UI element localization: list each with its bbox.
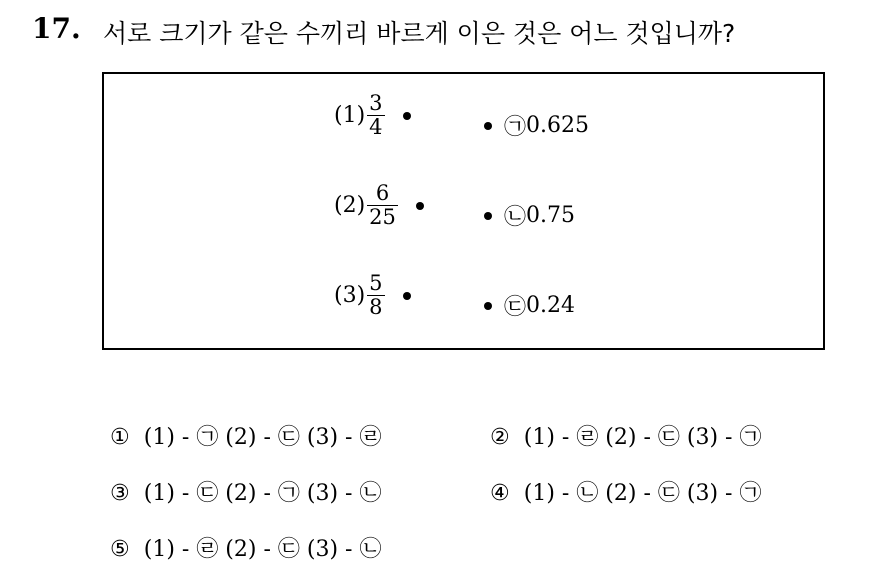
left-item-1 xyxy=(334,92,411,139)
matching-box xyxy=(102,72,825,350)
connector-dot[interactable] xyxy=(403,292,411,300)
right-item-2 xyxy=(484,200,575,231)
choice-mark: ④ xyxy=(490,481,510,506)
left-item-2 xyxy=(334,182,424,229)
choice-text: (1) - ㉢ (2) - ㉠ (3) - ㉡ xyxy=(143,481,382,506)
choice-2[interactable] xyxy=(490,420,761,451)
choice-text: (1) - ㉣ (2) - ㉢ (3) - ㉠ xyxy=(523,425,762,450)
circled-letter: ㉠ xyxy=(504,115,527,140)
numerator: 3 xyxy=(369,91,383,115)
circled-letter: ㉢ xyxy=(504,295,527,320)
denominator: 8 xyxy=(369,295,383,320)
fraction xyxy=(367,272,384,319)
circled-letter: ㉡ xyxy=(504,205,527,230)
decimal-value: 0.75 xyxy=(526,203,575,228)
choice-mark: ① xyxy=(110,425,130,450)
fraction xyxy=(367,182,398,229)
decimal-value: 0.625 xyxy=(526,113,589,138)
decimal-value: 0.24 xyxy=(526,293,575,318)
choice-mark: ⑤ xyxy=(110,537,130,562)
question-number: 17. xyxy=(32,12,81,45)
choice-4[interactable] xyxy=(490,476,761,507)
numerator: 6 xyxy=(375,181,390,205)
left-item-label: (1) xyxy=(334,103,366,129)
connector-dot[interactable] xyxy=(484,302,492,310)
matching-row-3 xyxy=(104,272,823,332)
connector-dot[interactable] xyxy=(484,212,492,220)
choice-5[interactable] xyxy=(110,532,381,563)
choice-3[interactable] xyxy=(110,476,381,507)
connector-dot[interactable] xyxy=(484,122,492,130)
choice-1[interactable] xyxy=(110,420,381,451)
denominator: 4 xyxy=(369,115,383,140)
question-text: 서로 크기가 같은 수끼리 바르게 이은 것은 어느 것입니까? xyxy=(103,19,736,48)
left-item-label: (2) xyxy=(334,193,366,219)
left-item-3 xyxy=(334,272,411,319)
choice-mark: ③ xyxy=(110,481,130,506)
right-item-1 xyxy=(484,110,589,141)
matching-row-2 xyxy=(104,182,823,242)
choice-text: (1) - ㉣ (2) - ㉢ (3) - ㉡ xyxy=(143,537,382,562)
denominator: 25 xyxy=(369,205,396,230)
choice-text: (1) - ㉡ (2) - ㉢ (3) - ㉠ xyxy=(523,481,762,506)
connector-dot[interactable] xyxy=(416,202,424,210)
matching-row-1 xyxy=(104,92,823,152)
choice-text: (1) - ㉠ (2) - ㉢ (3) - ㉣ xyxy=(143,425,382,450)
choice-mark: ② xyxy=(490,425,510,450)
connector-dot[interactable] xyxy=(403,112,411,120)
left-item-label: (3) xyxy=(334,283,366,309)
fraction xyxy=(367,92,384,139)
right-item-3 xyxy=(484,290,575,321)
numerator: 5 xyxy=(369,271,383,295)
